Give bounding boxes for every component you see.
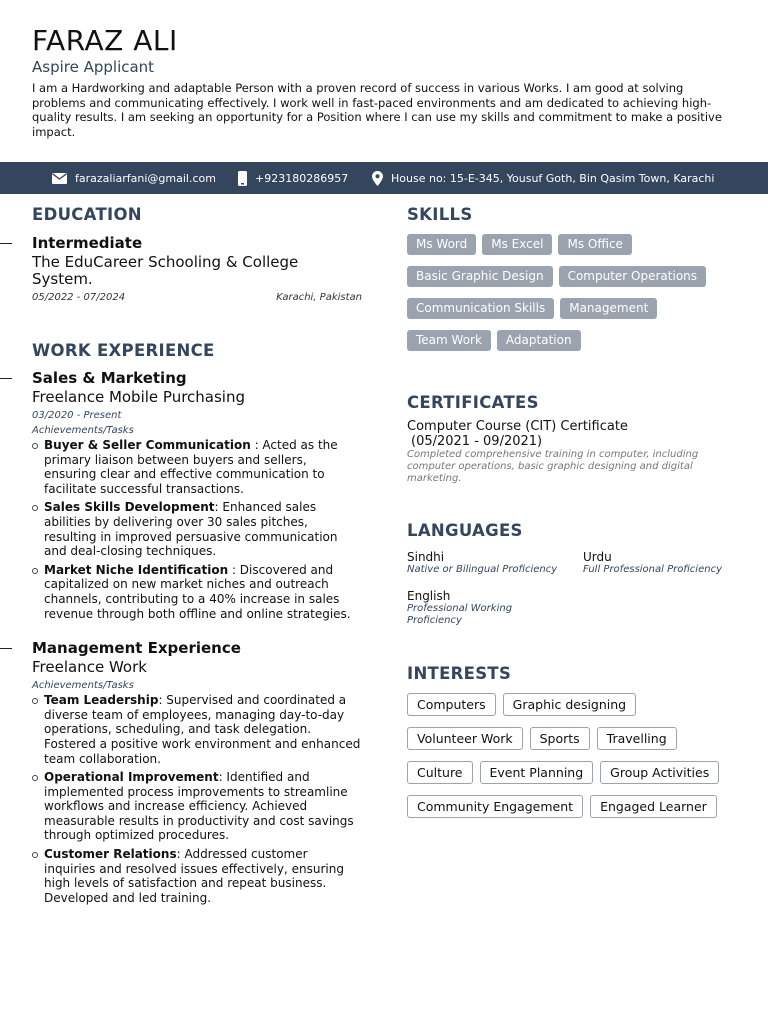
interest-row bbox=[407, 761, 747, 784]
job-dates: 03/2020 - Present bbox=[32, 410, 122, 421]
education-entry bbox=[32, 234, 362, 303]
task-text: : Identified and implemented process improvements to streamline workflows and increase efficiency. Achieved measurable results in productivity and cost savings through optimized procedures. bbox=[44, 770, 354, 843]
profile-summary: I am a Hardworking and adaptable Person with a proven record of success in various Works. I am good at solving problems and communicating effectively. I work well in fast-paced environments and am dedicated to achieving high-quality results. I am seeking an opportunity for a Position where I can use my skills and commitment to make a positive impact. bbox=[32, 81, 722, 139]
candidate-name: FARAZ ALI bbox=[32, 24, 178, 57]
skills-list bbox=[407, 234, 747, 351]
education-school: The EduCareer Schooling & College System. bbox=[32, 253, 299, 288]
tasks-label: Achievements/Tasks bbox=[32, 680, 134, 692]
interest-row bbox=[407, 727, 747, 750]
interests-list bbox=[407, 693, 747, 818]
skill-chip: Basic Graphic Design bbox=[407, 266, 553, 287]
task-item bbox=[32, 693, 362, 766]
task-item bbox=[32, 500, 362, 558]
skill-chip: Team Work bbox=[407, 330, 491, 351]
contact-bar bbox=[0, 162, 768, 194]
language-item bbox=[583, 550, 747, 577]
education-heading: EDUCATION bbox=[32, 205, 142, 224]
skill-chip: Communication Skills bbox=[407, 298, 554, 319]
task-text: : Discovered and capitalized on new market niches and outreach channels, contributing to a 40% increase in sales revenue through both offline and online strategies. bbox=[44, 562, 351, 621]
address-text: House no: 15-E-345, Yousuf Goth, Bin Qasim Town, Karachi bbox=[391, 171, 715, 185]
envelope-icon bbox=[52, 173, 67, 184]
interest-chip: Culture bbox=[407, 761, 473, 784]
job-role: Sales & Marketing bbox=[32, 369, 187, 387]
interest-chip: Volunteer Work bbox=[407, 727, 523, 750]
task-item bbox=[32, 563, 362, 621]
task-list bbox=[32, 693, 362, 905]
interest-chip: Event Planning bbox=[480, 761, 594, 784]
entry-marker bbox=[0, 648, 12, 649]
interest-chip: Graphic designing bbox=[503, 693, 636, 716]
skill-chip: Ms Excel bbox=[482, 234, 552, 255]
language-name: Urdu bbox=[583, 550, 612, 564]
skill-row bbox=[407, 234, 747, 255]
skill-chip: Adaptation bbox=[497, 330, 581, 351]
certificate-description: Completed comprehensive training in computer, including computer operations, basic graphic designing and digital marketing. bbox=[407, 449, 699, 484]
work-experience-heading: WORK EXPERIENCE bbox=[32, 341, 215, 360]
location-pin-icon bbox=[372, 171, 383, 186]
email-text: farazaliarfani@gmail.com bbox=[75, 171, 216, 185]
task-item bbox=[32, 438, 362, 496]
education-dates: 05/2022 - 07/2024 bbox=[32, 292, 126, 303]
education-location: Karachi, Pakistan bbox=[276, 292, 362, 303]
task-heading: Sales Skills Development bbox=[44, 500, 215, 515]
skill-chip: Management bbox=[560, 298, 657, 319]
job-company: Freelance Mobile Purchasing bbox=[32, 388, 245, 406]
languages-list bbox=[407, 550, 747, 628]
language-item bbox=[407, 550, 583, 577]
skill-chip: Ms Word bbox=[407, 234, 476, 255]
task-heading: Customer Relations bbox=[44, 847, 177, 862]
phone-text: +923180286957 bbox=[255, 171, 349, 185]
right-column bbox=[407, 205, 747, 829]
task-heading: Team Leadership bbox=[44, 693, 159, 708]
interests-heading: INTERESTS bbox=[407, 663, 512, 683]
language-name: English bbox=[407, 588, 451, 603]
certificates-heading: CERTIFICATES bbox=[407, 393, 539, 412]
skill-row bbox=[407, 330, 747, 351]
interest-row bbox=[407, 693, 747, 716]
task-text: : Acted as the primary liaison between buyers and sellers, ensuring clear and effective communication to facilitate successful transactions. bbox=[44, 438, 338, 496]
job-entry bbox=[32, 639, 362, 905]
phone-icon bbox=[238, 171, 247, 186]
task-item bbox=[32, 847, 362, 905]
task-heading: Operational Improvement bbox=[44, 770, 219, 785]
interest-row bbox=[407, 795, 747, 818]
language-level: Native or Bilingual Proficiency bbox=[407, 564, 558, 575]
contact-email[interactable] bbox=[52, 162, 216, 194]
task-text: : Supervised and coordinated a diverse team of employees, managing day-to-day operations, scheduling, and task delegation. Fostered a positive work environment and enhanced team collaboration. bbox=[44, 693, 361, 766]
task-text: : Enhanced sales abilities by delivering over 30 sales pitches, resulting in improved persuasive communication and deal-closing techniques. bbox=[44, 500, 338, 559]
entry-marker bbox=[0, 378, 12, 379]
interest-chip: Group Activities bbox=[600, 761, 719, 784]
language-level: Full Professional Proficiency bbox=[583, 564, 722, 575]
interest-chip: Engaged Learner bbox=[590, 795, 717, 818]
skill-chip: Ms Office bbox=[558, 234, 631, 255]
skill-row bbox=[407, 266, 747, 287]
certificate-dates: (05/2021 - 09/2021) bbox=[411, 434, 543, 449]
interest-chip: Computers bbox=[407, 693, 496, 716]
certificate-entry bbox=[407, 419, 747, 485]
task-heading: Market Niche Identification bbox=[44, 562, 229, 577]
skill-row bbox=[407, 298, 747, 319]
candidate-subtitle: Aspire Applicant bbox=[32, 58, 155, 76]
certificate-name: Computer Course (CIT) Certificate bbox=[407, 419, 628, 434]
tasks-label: Achievements/Tasks bbox=[32, 425, 134, 436]
interest-chip: Travelling bbox=[597, 727, 677, 750]
task-list bbox=[32, 438, 362, 621]
job-role: Management Experience bbox=[32, 639, 241, 658]
contact-address bbox=[372, 162, 714, 194]
language-name: Sindhi bbox=[407, 550, 445, 564]
interest-chip: Sports bbox=[530, 727, 590, 750]
task-heading: Buyer & Seller Communication bbox=[44, 438, 251, 452]
interest-chip: Community Engagement bbox=[407, 795, 583, 818]
language-level: Professional Working Proficiency bbox=[407, 602, 513, 626]
entry-marker bbox=[0, 243, 12, 244]
languages-heading: LANGUAGES bbox=[407, 521, 523, 540]
contact-phone[interactable] bbox=[238, 162, 348, 194]
education-meta bbox=[32, 292, 362, 303]
task-item bbox=[32, 770, 362, 843]
task-text: : Addressed customer inquiries and resolved issues effectively, ensuring high levels of satisfaction and repeat business. Developed and led training. bbox=[44, 847, 344, 905]
job-entry bbox=[32, 369, 362, 621]
language-item bbox=[407, 589, 527, 628]
left-column bbox=[32, 205, 362, 909]
skills-heading: SKILLS bbox=[407, 205, 473, 224]
skill-chip: Computer Operations bbox=[559, 266, 706, 287]
education-degree: Intermediate bbox=[32, 234, 143, 252]
job-company: Freelance Work bbox=[32, 658, 147, 677]
